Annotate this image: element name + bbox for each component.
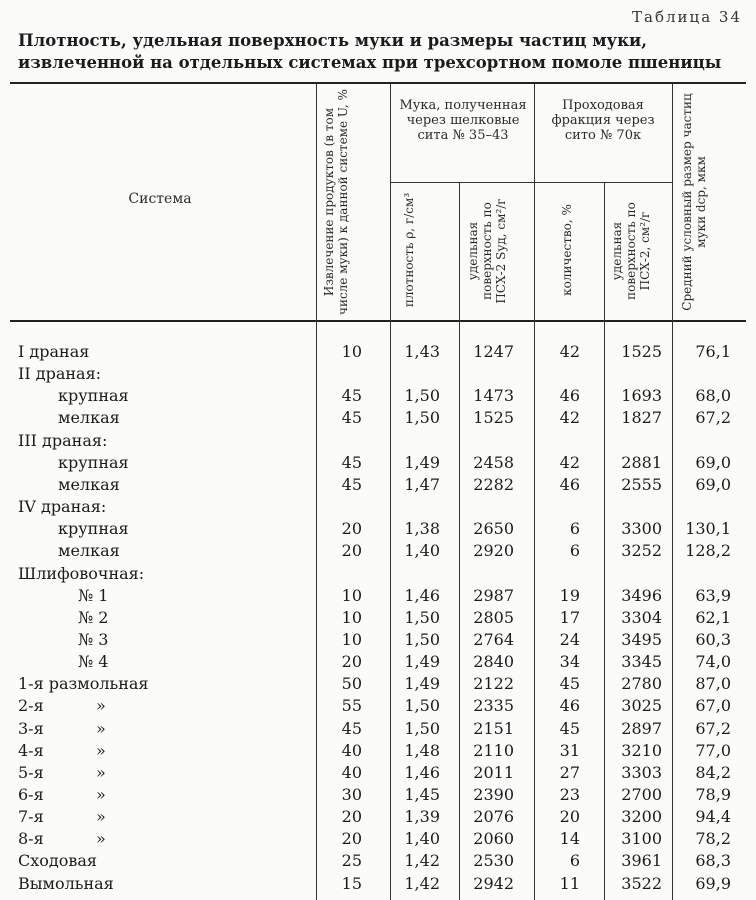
cell-system: 7-я: [18, 807, 44, 827]
cell-surface-1: 2011: [473, 762, 514, 782]
cell-quantity: 31: [559, 740, 580, 760]
cell-density: 1,50: [404, 629, 440, 649]
cell-extraction: 10: [341, 629, 362, 649]
cell-surface-1: 2840: [473, 652, 514, 672]
cell-density: 1,49: [404, 452, 440, 472]
cell-extraction: 45: [341, 452, 362, 472]
cell-density: 1,49: [404, 674, 440, 694]
cell-surface-1: 2282: [473, 474, 514, 494]
cell-surface-1: 2390: [473, 785, 514, 804]
cell-surface-1: 2920: [473, 541, 514, 561]
title-line-1: Плотность, удельная поверхность муки и размеры частиц муки,: [18, 31, 647, 50]
cell-extraction: 10: [341, 342, 362, 361]
cell-ditto-mark: »: [96, 740, 106, 760]
cell-mean-size: 78,9: [695, 785, 731, 804]
cell-system: Вымольная: [18, 873, 114, 893]
cell-surface-2: 3100: [621, 829, 662, 849]
cell-mean-size: 69,9: [695, 873, 731, 893]
header-bottom-rule: [10, 320, 746, 322]
cell-extraction: 20: [341, 519, 362, 539]
cell-quantity: 45: [559, 718, 580, 738]
cell-system: № 2: [78, 607, 109, 627]
cell-quantity: 23: [559, 785, 580, 804]
cell-surface-1: 2805: [473, 607, 514, 627]
cell-quantity: 20: [559, 807, 580, 827]
cell-mean-size: 74,0: [695, 652, 731, 672]
cell-density: 1,46: [404, 585, 440, 605]
table-row: [0, 540, 756, 562]
cell-extraction: 30: [341, 785, 362, 804]
cell-mean-size: 84,2: [695, 762, 731, 782]
cell-density: 1,47: [404, 474, 440, 494]
cell-system: 6-я: [18, 785, 44, 804]
cell-mean-size: 68,3: [695, 851, 731, 871]
table-number: Таблица 34: [632, 8, 742, 26]
cell-surface-1: 2076: [473, 807, 514, 827]
cell-surface-2: 3961: [621, 851, 662, 871]
cell-surface-2: 3210: [621, 740, 662, 760]
cell-extraction: 50: [341, 674, 362, 694]
cell-density: 1,50: [404, 696, 440, 716]
cell-surface-1: 2650: [473, 519, 514, 539]
cell-mean-size: 68,0: [695, 386, 731, 406]
cell-quantity: 46: [559, 474, 580, 494]
cell-surface-2: 2700: [621, 785, 662, 804]
cell-mean-size: 67,2: [695, 718, 731, 738]
cell-quantity: 27: [559, 762, 580, 782]
cell-density: 1,40: [404, 541, 440, 561]
cell-quantity: 24: [559, 629, 580, 649]
cell-surface-2: 3522: [621, 873, 662, 893]
cell-extraction: 45: [341, 474, 362, 494]
group-divider: [390, 182, 672, 183]
cell-surface-1: 1247: [473, 342, 514, 361]
cell-system: 8-я: [18, 829, 44, 849]
cell-extraction: 10: [341, 585, 362, 605]
table-row: [0, 607, 756, 629]
title-line-2: извлеченной на отдельных системах при трехсортном помоле пшеницы: [18, 53, 722, 72]
cell-density: 1,38: [404, 519, 440, 539]
table-row: [0, 385, 756, 407]
cell-mean-size: 130,1: [685, 519, 731, 539]
cell-surface-2: 1827: [621, 408, 662, 428]
cell-density: 1,49: [404, 652, 440, 672]
cell-extraction: 45: [341, 408, 362, 428]
table-row: [0, 518, 756, 540]
cell-extraction: 55: [341, 696, 362, 716]
cell-extraction: 20: [341, 652, 362, 672]
cell-surface-2: 3025: [621, 696, 662, 716]
cell-ditto-mark: »: [96, 807, 106, 827]
table-row: [0, 762, 756, 784]
header-through-group: Проходовая фракция через сито № 70к: [551, 98, 655, 143]
cell-extraction: 20: [341, 829, 362, 849]
cell-density: 1,40: [404, 829, 440, 849]
cell-density: 1,50: [404, 386, 440, 406]
cell-quantity: 42: [559, 408, 580, 428]
cell-extraction: 40: [341, 740, 362, 760]
cell-mean-size: 60,3: [695, 629, 731, 649]
cell-surface-2: 1525: [621, 342, 662, 361]
cell-ditto-mark: »: [96, 696, 106, 716]
table-row: [0, 496, 756, 518]
cell-density: 1,43: [404, 342, 440, 361]
table-row: [0, 341, 756, 363]
cell-system: № 4: [78, 652, 109, 672]
cell-system: 2-я: [18, 696, 44, 716]
table-row: [0, 563, 756, 585]
cell-system: крупная: [58, 519, 129, 539]
cell-quantity: 19: [559, 585, 580, 605]
cell-mean-size: 62,1: [695, 607, 731, 627]
cell-mean-size: 69,0: [695, 452, 731, 472]
cell-extraction: 40: [341, 762, 362, 782]
cell-surface-1: 2764: [473, 629, 514, 649]
table-row: [0, 806, 756, 828]
cell-surface-2: 3303: [621, 762, 662, 782]
cell-extraction: 10: [341, 607, 362, 627]
cell-quantity: 46: [559, 386, 580, 406]
cell-quantity: 11: [559, 873, 580, 893]
table-row: [0, 850, 756, 872]
cell-density: 1,50: [404, 607, 440, 627]
cell-system: III драная:: [18, 430, 108, 450]
cell-system: крупная: [58, 386, 129, 406]
header-extraction: Извлечение продуктов (в том числе муки) к данной системе U, %: [322, 89, 350, 315]
cell-ditto-mark: »: [96, 829, 106, 849]
cell-density: 1,45: [404, 785, 440, 804]
cell-system: I драная: [18, 342, 90, 361]
table-row: [0, 407, 756, 429]
table-row: [0, 784, 756, 806]
header-system: Система: [128, 191, 192, 207]
table-row: [0, 452, 756, 474]
cell-surface-2: 1693: [621, 386, 662, 406]
cell-mean-size: 94,4: [695, 807, 731, 827]
cell-density: 1,42: [404, 851, 440, 871]
cell-surface-2: 3300: [621, 519, 662, 539]
cell-mean-size: 76,1: [695, 342, 731, 361]
cell-surface-2: 2780: [621, 674, 662, 694]
cell-system: мелкая: [58, 408, 120, 428]
cell-density: 1,50: [404, 718, 440, 738]
cell-ditto-mark: »: [96, 762, 106, 782]
header-surface-1: удельная поверхность по ПСХ-2 Sуд, см²/г: [466, 198, 508, 304]
cell-quantity: 6: [569, 541, 580, 561]
table-row: [0, 718, 756, 740]
cell-mean-size: 63,9: [695, 585, 731, 605]
header-surface-2: удельная поверхность по ПСХ-2, см²/г: [610, 202, 652, 300]
header-top-rule: [10, 82, 746, 84]
cell-mean-size: 67,0: [695, 696, 731, 716]
cell-extraction: 45: [341, 386, 362, 406]
cell-quantity: 42: [559, 342, 580, 361]
cell-quantity: 42: [559, 452, 580, 472]
cell-mean-size: 87,0: [695, 674, 731, 694]
cell-system: № 3: [78, 629, 109, 649]
header-flour-group: Мука, полученная через шелковые сита № 35–43: [399, 98, 527, 143]
table-title: [18, 30, 744, 74]
table-row: [0, 363, 756, 385]
cell-quantity: 45: [559, 674, 580, 694]
cell-surface-2: 3345: [621, 652, 662, 672]
cell-surface-1: 1525: [473, 408, 514, 428]
cell-density: 1,48: [404, 740, 440, 760]
cell-surface-1: 2530: [473, 851, 514, 871]
table-row: [0, 873, 756, 895]
cell-density: 1,42: [404, 873, 440, 893]
cell-quantity: 14: [559, 829, 580, 849]
cell-surface-1: 2151: [473, 718, 514, 738]
cell-surface-1: 2335: [473, 696, 514, 716]
cell-extraction: 20: [341, 541, 362, 561]
cell-system: Шлифовочная:: [18, 563, 145, 583]
table-row: [0, 828, 756, 850]
cell-quantity: 6: [569, 519, 580, 539]
table-row: [0, 651, 756, 673]
cell-surface-2: 3252: [621, 541, 662, 561]
table-row: [0, 629, 756, 651]
table-row: [0, 695, 756, 717]
cell-system: Сходовая: [18, 851, 98, 871]
cell-extraction: 20: [341, 807, 362, 827]
cell-surface-2: 3495: [621, 629, 662, 649]
cell-surface-1: 2458: [473, 452, 514, 472]
cell-quantity: 46: [559, 696, 580, 716]
header-density: плотность ρ, г/см³: [402, 192, 416, 308]
cell-extraction: 45: [341, 718, 362, 738]
cell-system: мелкая: [58, 541, 120, 561]
cell-mean-size: 69,0: [695, 474, 731, 494]
cell-system: 1-я размольная: [18, 674, 149, 694]
cell-quantity: 6: [569, 851, 580, 871]
cell-surface-1: 2987: [473, 585, 514, 605]
cell-quantity: 34: [559, 652, 580, 672]
cell-density: 1,39: [404, 807, 440, 827]
cell-mean-size: 128,2: [685, 541, 731, 561]
cell-extraction: 25: [341, 851, 362, 871]
table-row: [0, 474, 756, 496]
table-row: [0, 430, 756, 452]
cell-surface-1: 2122: [473, 674, 514, 694]
cell-system: мелкая: [58, 474, 120, 494]
cell-system: № 1: [78, 585, 109, 605]
cell-surface-2: 2881: [621, 452, 662, 472]
cell-system: 4-я: [18, 740, 44, 760]
table-row: [0, 585, 756, 607]
cell-surface-1: 1473: [473, 386, 514, 406]
header-quantity: количество, %: [560, 204, 574, 296]
cell-mean-size: 78,2: [695, 829, 731, 849]
cell-system: крупная: [58, 452, 129, 472]
table-row: [0, 673, 756, 695]
cell-system: IV драная:: [18, 497, 107, 517]
table-row: [0, 740, 756, 762]
cell-surface-2: 2897: [621, 718, 662, 738]
cell-system: II драная:: [18, 364, 102, 384]
cell-extraction: 15: [341, 873, 362, 893]
cell-system: 3-я: [18, 718, 44, 738]
cell-surface-1: 2110: [473, 740, 514, 760]
cell-system: 5-я: [18, 762, 44, 782]
cell-surface-1: 2942: [473, 873, 514, 893]
cell-surface-2: 3304: [621, 607, 662, 627]
cell-surface-1: 2060: [473, 829, 514, 849]
cell-density: 1,50: [404, 408, 440, 428]
cell-mean-size: 67,2: [695, 408, 731, 428]
cell-ditto-mark: »: [96, 785, 106, 804]
cell-density: 1,46: [404, 762, 440, 782]
cell-ditto-mark: »: [96, 718, 106, 738]
cell-quantity: 17: [559, 607, 580, 627]
header-mean-size: Средний условный размер частиц муки dср, мкм: [680, 93, 708, 311]
cell-surface-2: 2555: [621, 474, 662, 494]
cell-surface-2: 3200: [621, 807, 662, 827]
cell-mean-size: 77,0: [695, 740, 731, 760]
cell-surface-2: 3496: [621, 585, 662, 605]
